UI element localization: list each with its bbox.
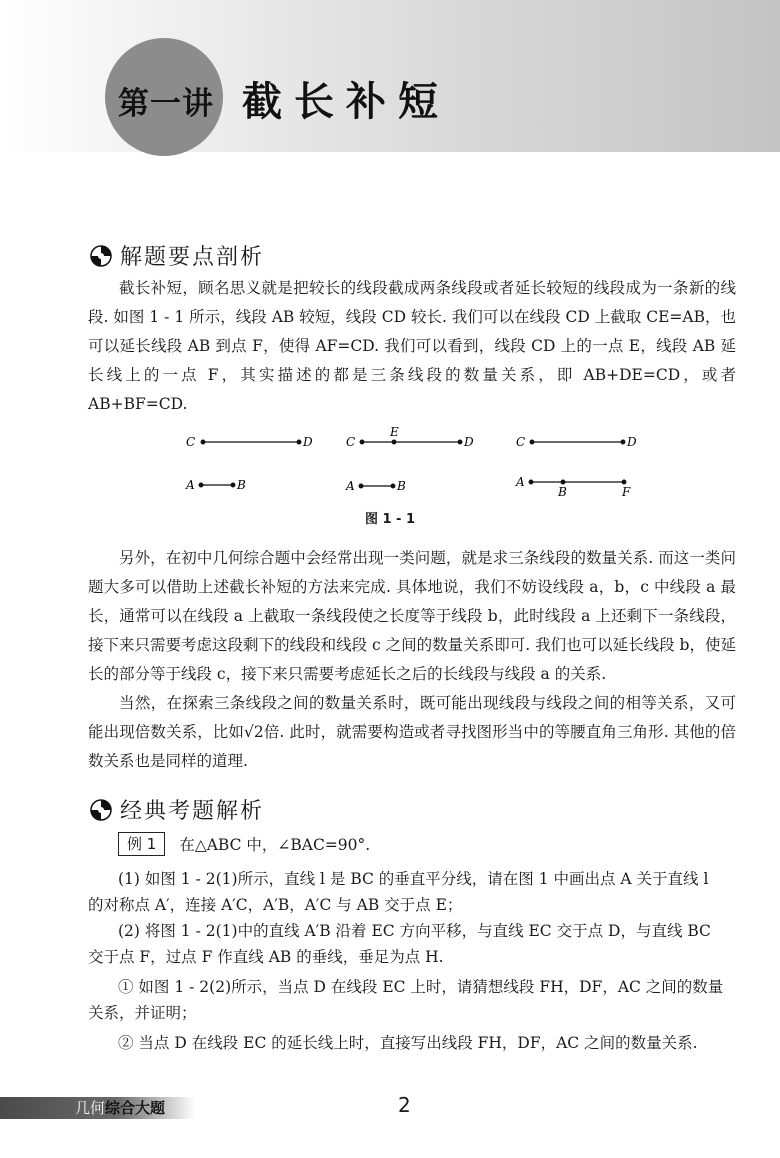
paragraph-3: 当然，在探索三条线段之间的数量关系时，既可能出现线段与线段之间的相等关系，又可能出现倍数关系，比如√2倍. 此时，就需要构造或者寻找图形当中的等腰直角三角形. 其他的倍数关系也是同样的道理.	[88, 694, 736, 770]
label-B-3: B	[558, 485, 567, 499]
label-A-3: A	[516, 475, 525, 489]
section-title: 经典考题解析	[120, 799, 265, 824]
figure-caption: 图 1 - 1	[364, 512, 416, 527]
figure-panel-2	[359, 440, 462, 488]
example-badge: 例 1	[118, 832, 165, 856]
label-A-1: A	[186, 478, 195, 492]
figure-panel-1	[199, 440, 301, 487]
figure-1-1	[0, 422, 780, 512]
label-C-3: C	[516, 435, 526, 449]
question-line: 的对称点 A′，连接 A′C，A′B，A′C 与 AB 交于点 E；	[88, 896, 463, 914]
swirl-icon	[90, 799, 112, 821]
label-E-2: E	[390, 425, 399, 439]
question-line: 关系，并证明；	[88, 1004, 197, 1022]
page-number: 2	[398, 1093, 411, 1117]
question-line: ① 如图 1 - 2(2)所示，当点 D 在线段 EC 上时，请猜想线段 FH，DF，AC 之间的数量	[118, 978, 724, 996]
question-line: (2) 将图 1 - 2(1)中的直线 A′B 沿着 EC 方向平移，与直线 EC 交于点 D，与直线 BC	[118, 922, 711, 940]
example-1-header	[118, 832, 370, 856]
example-stem: 在△ABC 中，∠BAC=90°.	[179, 836, 371, 854]
lecture-number: 第一讲	[118, 86, 214, 122]
footer-book-title-part1: 几何	[75, 1099, 106, 1117]
question-line: (1) 如图 1 - 2(1)所示，直线 l 是 BC 的垂直平分线，请在图 1 中画出点 A 关于直线 l	[118, 870, 709, 888]
label-F-3: F	[622, 485, 631, 499]
paragraph-2: 另外，在初中几何综合题中会经常出现一类问题，就是求三条线段的数量关系. 而这一类问题大多可以借助上述截长补短的方法来完成. 具体地说，我们不妨设线段 a，b，c 中线段 a 最长，通常可以在线段 a 上截取一条线段使之长度等于线段 b，此时线段 a 上还剩下一条线段，接下来只需要考虑这段剩下的线段和线段 c 之间的数量关系即可. 我们也可以延长线段 b，使延长的部分等于线段 c，接下来只需要考虑延长之后的长线段与线段 a 的关系.	[88, 549, 736, 683]
figure-panel-3	[529, 440, 626, 484]
footer-book-title	[75, 1097, 165, 1119]
question-line: ② 当点 D 在线段 EC 的延长线上时，直接写出线段 FH，DF，AC 之间的数量关系.	[118, 1034, 698, 1052]
section-heading-analysis	[90, 240, 264, 271]
label-D-1: D	[303, 435, 313, 449]
section-heading-examples	[90, 794, 264, 825]
question-line: 交于点 F，过点 F 作直线 AB 的垂线，垂足为点 H.	[88, 948, 444, 966]
label-D-3: D	[627, 435, 637, 449]
footer-book-title-part2: 综合大题	[105, 1099, 166, 1117]
swirl-icon	[90, 245, 112, 267]
label-D-2: D	[464, 435, 474, 449]
label-B-1: B	[237, 478, 246, 492]
label-C-1: C	[186, 435, 196, 449]
lecture-title: 截长补短	[242, 79, 450, 125]
label-B-2: B	[397, 479, 406, 493]
label-A-2: A	[346, 479, 355, 493]
section-title: 解题要点剖析	[120, 245, 265, 270]
paragraph-1: 截长补短，顾名思义就是把较长的线段截成两条线段或者延长较短的线段成为一条新的线段. 如图 1 - 1 所示，线段 AB 较短，线段 CD 较长. 我们可以在线段 CD 上截取 CE=AB，也可以延长线段 AB 到点 F，使得 AF=CD. 我们可以看到，线段 CD 上的一点 E，线段 AB 延长线上的一点 F，其实描述的都是三条线段的数量关系，即 AB+DE=CD，或者 AB+BF=CD.	[88, 279, 736, 413]
label-C-2: C	[346, 435, 356, 449]
